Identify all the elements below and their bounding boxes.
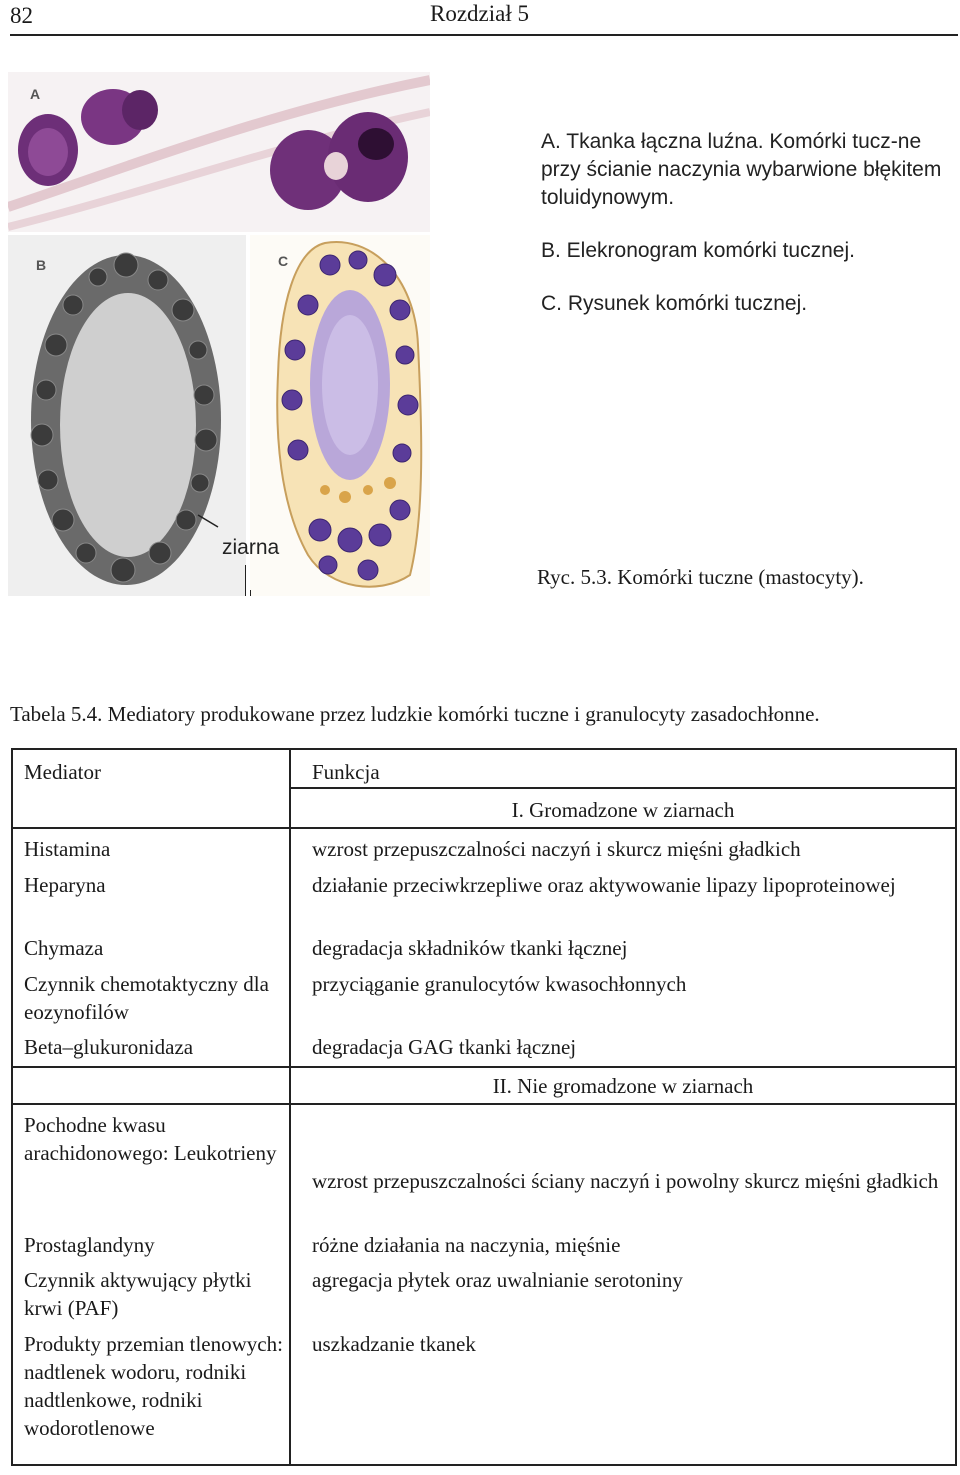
- chapter-title: Rozdział 5: [430, 1, 529, 26]
- panel-b-image: [8, 235, 246, 596]
- mediator-cell: Prostaglandyny: [24, 1233, 155, 1257]
- mediator-cell: Chymaza: [24, 936, 104, 960]
- panel-c-letter: C: [278, 253, 289, 269]
- panel-a-letter: A: [30, 86, 41, 102]
- caption-b: B. Elekronogram komórki tucznej.: [541, 239, 855, 262]
- mediator-cell: Produkty przemian tlenowych: nadtlenek wodoru, rodniki nadtlenkowe, rodniki wodorotlenowe: [24, 1332, 283, 1440]
- function-cell: uszkadzanie tkanek: [312, 1332, 476, 1356]
- function-cell: agregacja płytek oraz uwalnianie serotoniny: [312, 1268, 683, 1292]
- mediator-cell: Czynnik chemotaktyczny dla eozynofilów: [24, 972, 269, 1024]
- function-cell: wzrost przepuszczalności naczyń i skurcz mięśni gładkich: [312, 837, 801, 861]
- row-divider: [291, 787, 955, 789]
- header-rule: [10, 34, 958, 36]
- mediators-table: [11, 748, 957, 1466]
- mediator-cell: Pochodne kwasu arachidonowego: Leukotrieny: [24, 1113, 277, 1165]
- figure-caption: Ryc. 5.3. Komórki tuczne (mastocyty).: [537, 565, 864, 589]
- function-cell: degradacja GAG tkanki łącznej: [312, 1035, 577, 1059]
- section-stored: I. Gromadzone w ziarnach: [511, 798, 735, 822]
- caption-c: C. Rysunek komórki tucznej.: [541, 292, 808, 315]
- function-cell: działanie przeciwkrzepliwe oraz aktywowanie lipazy lipoproteinowej: [312, 873, 896, 897]
- figure-micrographs: [8, 72, 430, 596]
- caption-a: A. Tkanka łączna luźna. Komórki tucz-ne przy ścianie naczynia wybarwione błękitem toluidynowym.: [541, 130, 942, 209]
- mediator-cell: Heparyna: [24, 873, 106, 897]
- function-cell: degradacja składników tkanki łącznej: [312, 936, 628, 960]
- panel-a-image: [8, 72, 430, 232]
- mediator-cell: Histamina: [24, 837, 111, 861]
- row-divider: [13, 1066, 955, 1068]
- figure-panel-captions: [541, 128, 960, 343]
- function-cell: wzrost przepuszczalności ściany naczyń i powolny skurcz mięśni gładkich: [312, 1169, 939, 1193]
- function-cell: przyciąganie granulocytów kwasochłonnych: [312, 972, 687, 996]
- row-divider: [13, 827, 955, 829]
- mediator-cell: Czynnik aktywujący płytki krwi (PAF): [24, 1268, 252, 1320]
- granules-label: ziarna: [222, 536, 280, 559]
- mediator-cell: Beta–glukuronidaza: [24, 1035, 194, 1059]
- function-cell: różne działania na naczynia, mięśnie: [312, 1233, 621, 1257]
- row-divider: [13, 1103, 955, 1105]
- header-function: Funkcja: [312, 760, 380, 784]
- column-divider: [289, 750, 291, 1464]
- section-not-stored: II. Nie gromadzone w ziarnach: [492, 1074, 754, 1098]
- panel-b-letter: B: [36, 257, 47, 273]
- header-mediator: Mediator: [24, 760, 101, 784]
- table-caption: Tabela 5.4. Mediatory produkowane przez ludzkie komórki tuczne i granulocyty zasadochłonne.: [10, 702, 820, 726]
- page-number: 82: [10, 3, 33, 28]
